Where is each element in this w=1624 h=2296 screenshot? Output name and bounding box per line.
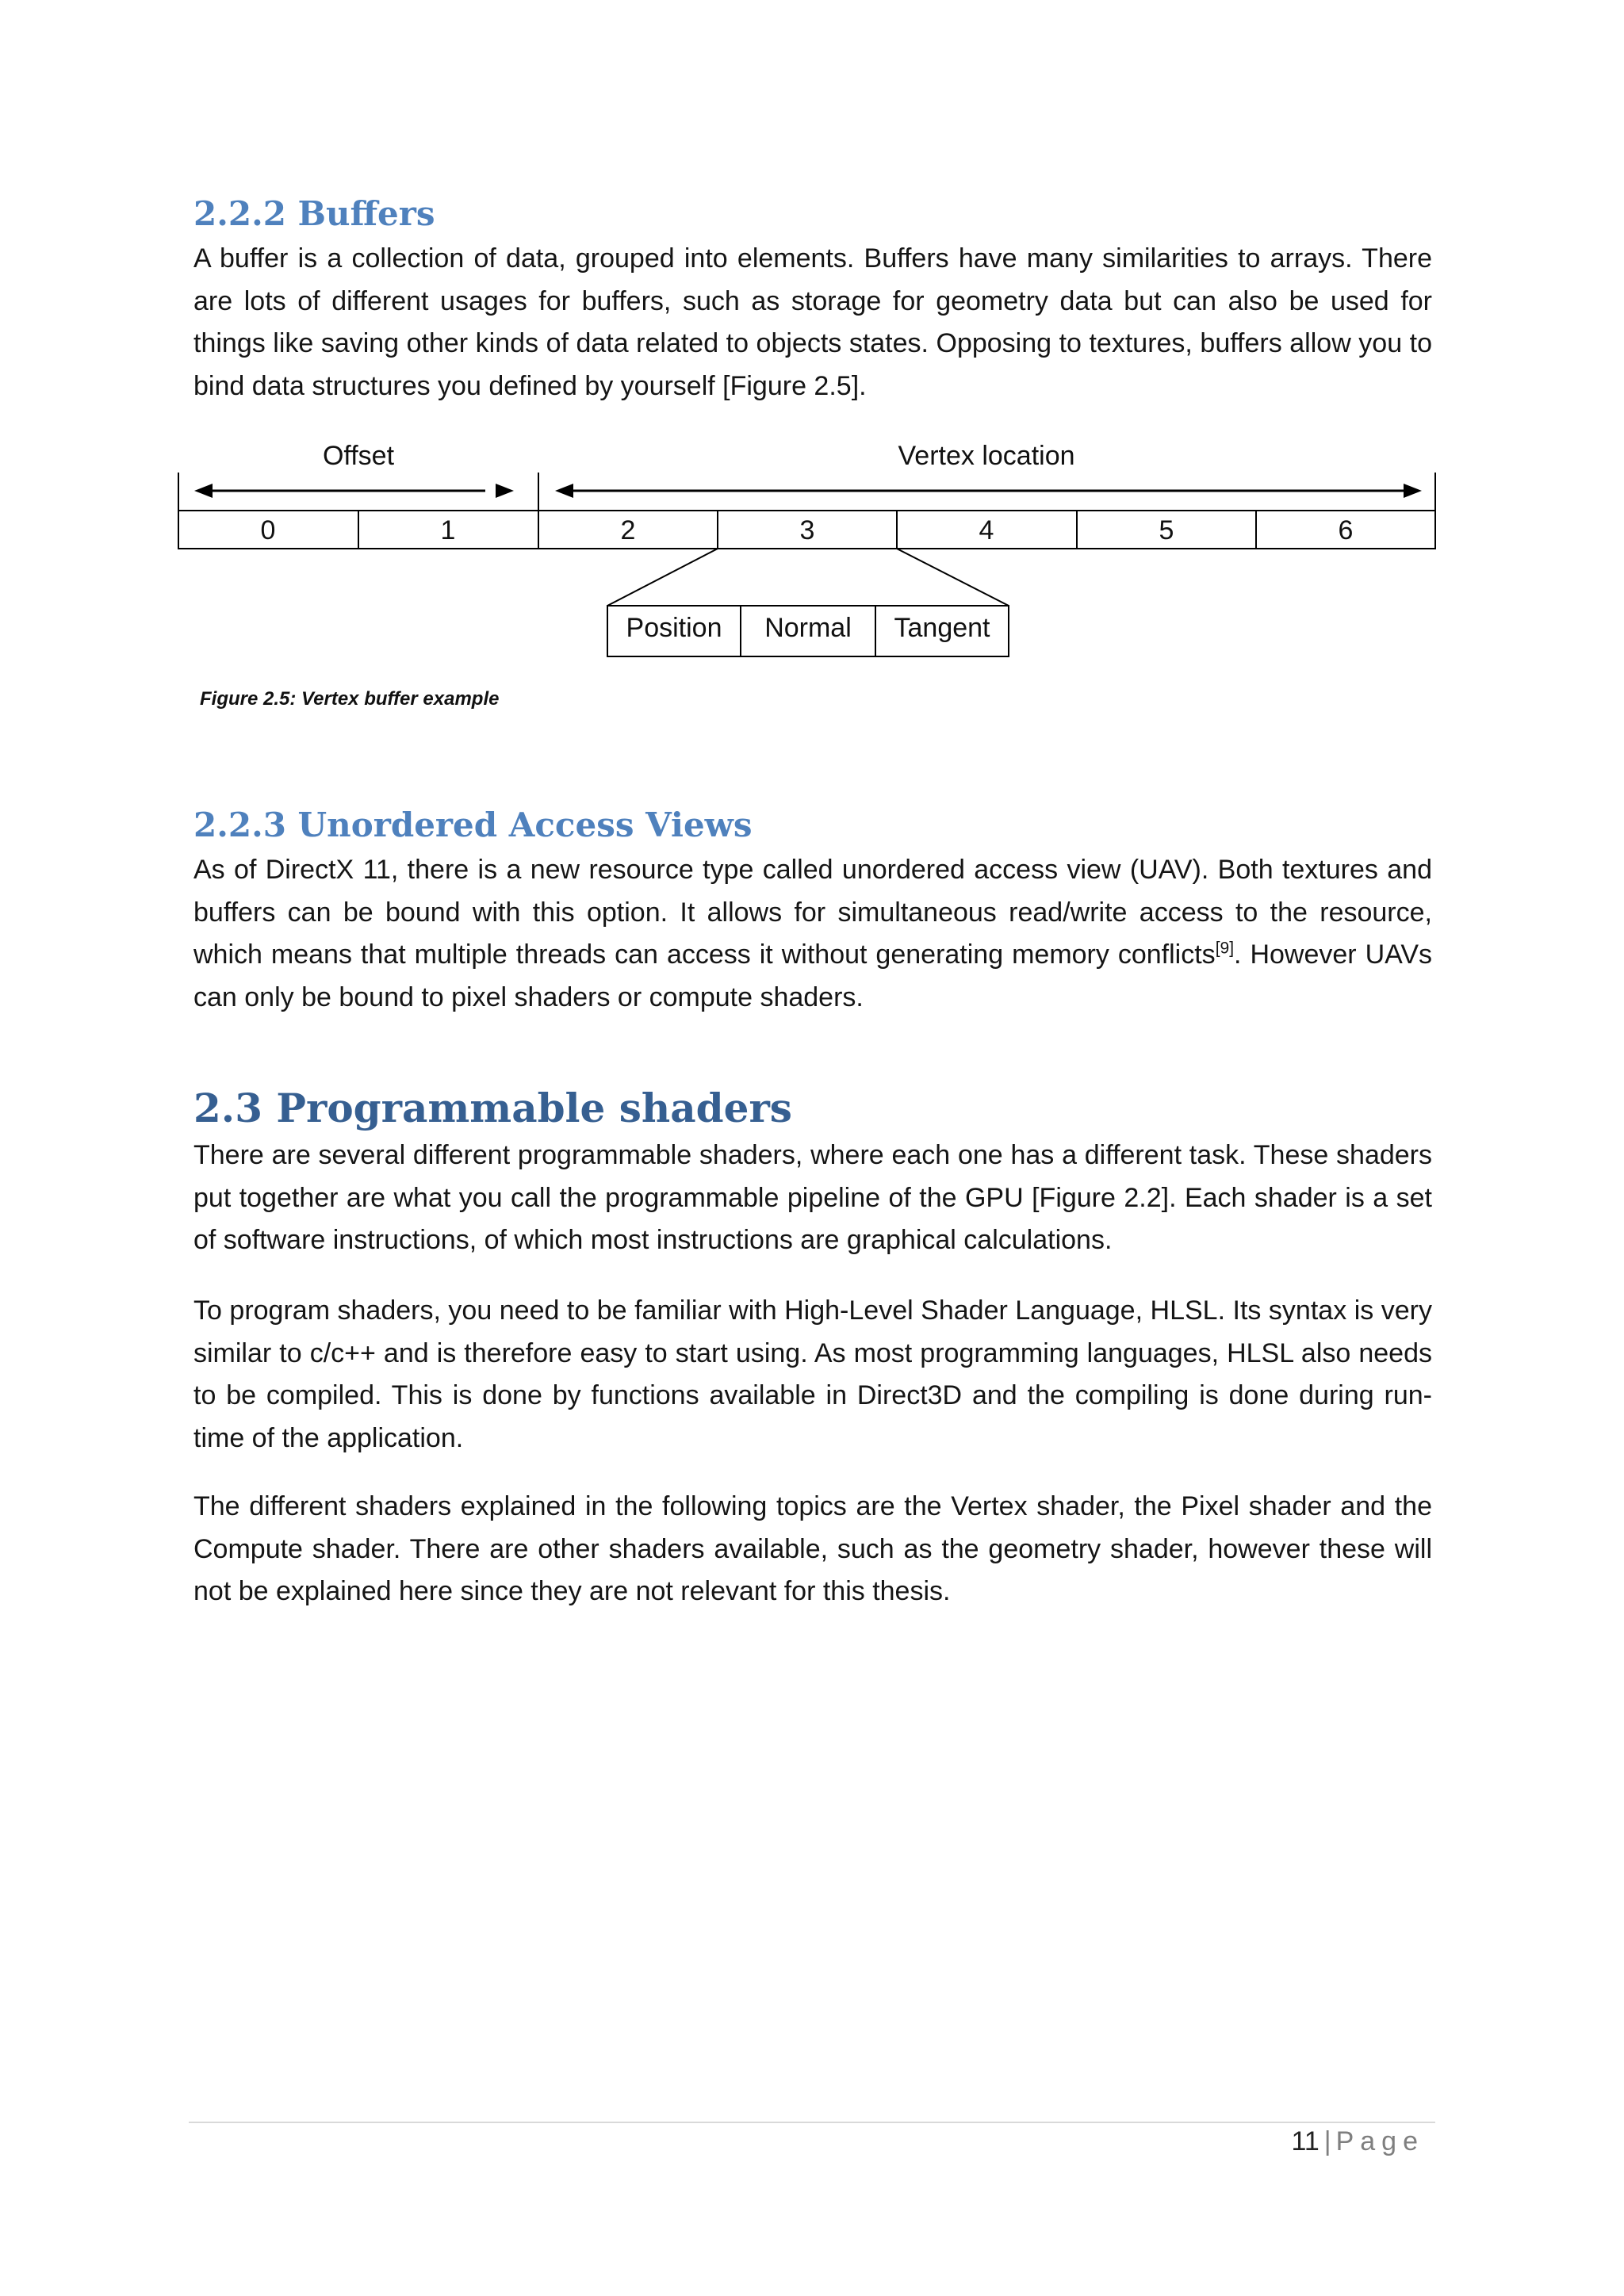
expansion-line-left	[607, 549, 718, 606]
offset-label: Offset	[322, 441, 395, 471]
uav-text-after-ref: . However UAVs can only be bound to pixel shaders or compute shaders.	[193, 939, 1432, 1012]
offset-arrowhead-right	[496, 484, 514, 498]
vertex-field-tangent: Tangent	[894, 613, 990, 643]
citation-reference: [9]	[1215, 939, 1235, 958]
paragraph-hlsl: To program shaders, you need to be familiar with High-Level Shader Language, HLSL. Its syntax is very similar to c/c++ and is therefore easy to start using. As most programming languages, HLSL also needs to be compiled. This is done by functions available in Direct3D and the compiling is done during run-time of the application.	[193, 1295, 1432, 1453]
uav-text-before-ref: As of DirectX 11, there is a new resource type called unordered access view (UAV). Both textures and buffers can be bound with this option. It allows for simultaneous read/write access to the resource, which means that multiple threads can access it without generating memory conflicts	[193, 855, 1432, 970]
section-heading-buffers: 2.2.2 Buffers	[193, 194, 435, 233]
vertex-field-normal: Normal	[764, 613, 852, 643]
page-label: Page	[1335, 2126, 1424, 2156]
vertex-buffer-diagram	[0, 0, 1624, 729]
paragraph-buffers: A buffer is a collection of data, grouped into elements. Buffers have many similarities to arrays. There are lots of different usages for buffers, such as storage for geometry data but can also be used for things like saving other kinds of data related to objects states. Opposing to textures, buffers allow you to bind data structures you defined by yourself [Figure 2.5].	[193, 243, 1432, 401]
footer-separator: |	[1323, 2126, 1331, 2156]
buffer-cell-label: 6	[1338, 515, 1354, 545]
paragraph-shader-topics: The different shaders explained in the following topics are the Vertex shader, the Pixel shader and the Compute shader. There are other shaders available, such as the geometry shader, however these will not be explained here since they are not relevant for this thesis.	[193, 1491, 1432, 1606]
section-heading-uav: 2.2.3 Unordered Access Views	[193, 806, 753, 844]
paragraph-shaders-intro: There are several different programmable shaders, where each one has a different task. These shaders put together are what you call the programmable pipeline of the GPU [Figure 2.2]. Each shader is a set of software instructions, of which most instructions are graphical calculations.	[193, 1140, 1432, 1255]
page-footer	[1291, 2126, 1424, 2157]
buffer-cell-label: 4	[979, 515, 994, 545]
offset-arrowhead-left	[194, 484, 213, 498]
buffer-cell-label: 1	[440, 515, 456, 545]
buffer-cell-label: 3	[799, 515, 815, 545]
paragraph-uav	[193, 849, 1432, 1019]
footer-divider	[189, 2122, 1435, 2123]
figure-caption: Figure 2.5: Vertex buffer example	[200, 688, 500, 710]
buffer-cell-label: 2	[620, 515, 636, 545]
vertex-field-position: Position	[626, 613, 722, 643]
section-heading-shaders: 2.3 Programmable shaders	[193, 1085, 792, 1131]
vertex-location-arrowhead-right	[1404, 484, 1422, 498]
buffer-cell-label: 0	[260, 515, 276, 545]
expansion-line-right	[897, 549, 1009, 606]
vertex-location-arrowhead-left	[555, 484, 573, 498]
buffer-cell-label: 5	[1159, 515, 1174, 545]
page-number: 11	[1291, 2126, 1320, 2156]
vertex-location-label: Vertex location	[898, 441, 1075, 471]
